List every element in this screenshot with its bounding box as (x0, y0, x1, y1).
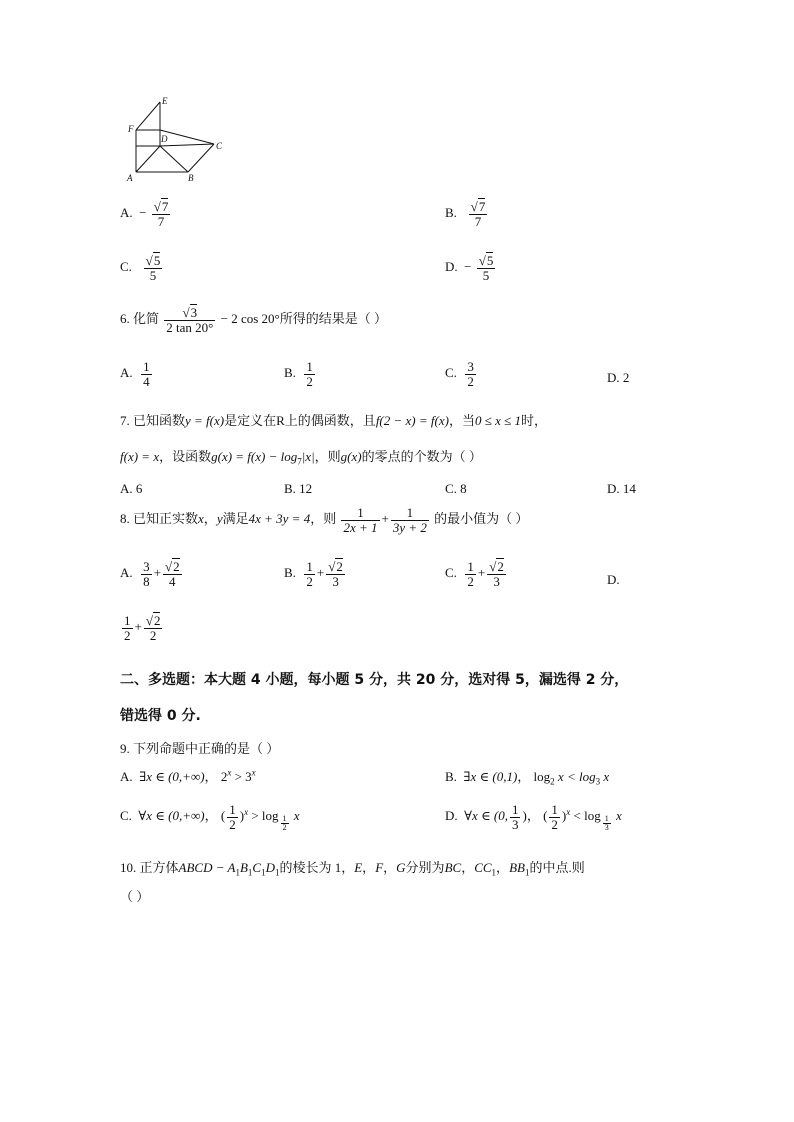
label-d: D (161, 134, 168, 144)
edge-ad (136, 146, 160, 172)
label-f: F (128, 124, 134, 134)
edge-ec (160, 130, 214, 144)
q5-option-a: A. − $\frac{√7}{7}$ (120, 199, 169, 229)
q8-option-d-letter: D. (607, 572, 620, 587)
q9-stem: 9. 下列命题中正确的是（ ） (120, 741, 280, 756)
edge-bc (188, 144, 214, 172)
q8-option-a: A. $\frac{3}{8}$ + $\frac{√2}{4}$ (120, 559, 180, 589)
edge-fe (136, 102, 160, 130)
q6-stem: 6. 化简 $\frac{√3}{2 \tan 20^\circ}$ − 2 cos 20°所得的结果是（ ） (120, 305, 387, 335)
q6-option-a: A. $\frac{1}{4}$ (120, 359, 150, 389)
label-c: C (216, 141, 223, 151)
q6-option-b: B. $\frac{1}{2}$ (284, 359, 313, 389)
section-2-heading-line-2: 错选得 0 分. (120, 708, 201, 724)
q10-stem-line-2: （ ） (120, 889, 150, 904)
label-b: B (188, 173, 194, 183)
q7-option-c: C. 8 (445, 481, 467, 496)
q6-option-c: C. $\frac{3}{2}$ (445, 359, 474, 389)
label-a: A (127, 173, 133, 183)
q10-stem-line-1: 10. 正方体ABCD − $A_1B_1C_1D_1$的棱长为 1，E，F，G分别为BC，$CC_1$，$BB_1$的中点.则 (120, 860, 585, 878)
geometry-figure (120, 92, 232, 184)
q6-option-d: D. 2 (607, 370, 630, 385)
q5-option-c: C. $\frac{√5}{5}$ (120, 253, 161, 283)
q8-option-c: C. $\frac{1}{2}$ + $\frac{√2}{3}$ (445, 559, 504, 589)
q7-line-1: 7. 已知函数y = f(x)是定义在R上的偶函数，且f(2 − x) = f(x)，当0 ≤ x ≤ 1时， (120, 413, 548, 428)
q5-option-b: B. $\frac{√7}{7}$ (445, 199, 486, 229)
q5-option-d: D. − $\frac{√5}{5}$ (445, 253, 494, 283)
edge-dc (160, 144, 214, 146)
q9-option-b: B. ∃x ∈ (0,1)， $\log_2 x < \log_3 x$ (445, 769, 610, 787)
q9-option-d: D. ∀x ∈ (0, $\frac{1}{3}$ )， ( $\frac{1}{2}$ )$^x$ < log $\frac{1}{3}$ x (445, 802, 622, 833)
label-e: E (162, 96, 168, 106)
q9-option-c: C. ∀x ∈ (0,+∞)， ( $\frac{1}{2}$ )$^x$ > log $\frac{1}{2}$ x (120, 802, 300, 833)
q7-line-2: f(x) = x，设函数$g(x) = f(x) - \log_7|x|$，则g(x)的零点的个数为（ ） (120, 449, 482, 467)
q7-option-b: B. 12 (284, 481, 313, 496)
edge-db (160, 146, 188, 172)
q8-option-d: $\frac{1}{2}$ + $\frac{√2}{2}$ (124, 613, 161, 643)
q7-option-d: D. 14 (607, 481, 636, 496)
q7-option-a: A. 6 (120, 481, 143, 496)
q8-option-b: B. $\frac{1}{2}$ + $\frac{√2}{3}$ (284, 559, 343, 589)
section-2-heading-line-1: 二、多选题：本大题 4 小题，每小题 5 分，共 20 分，选对得 5，漏选得 2 分， (120, 672, 629, 688)
q8-stem: 8. 已知正实数x，y满足4x + 3y = 4，则 $\frac{1}{2x + 1}$ + $\frac{1}{3y + 2}$ 的最小值为（ ） (120, 505, 529, 535)
q9-option-a: A. ∃x ∈ (0,+∞)， $2^x > 3^x$ (120, 767, 256, 784)
